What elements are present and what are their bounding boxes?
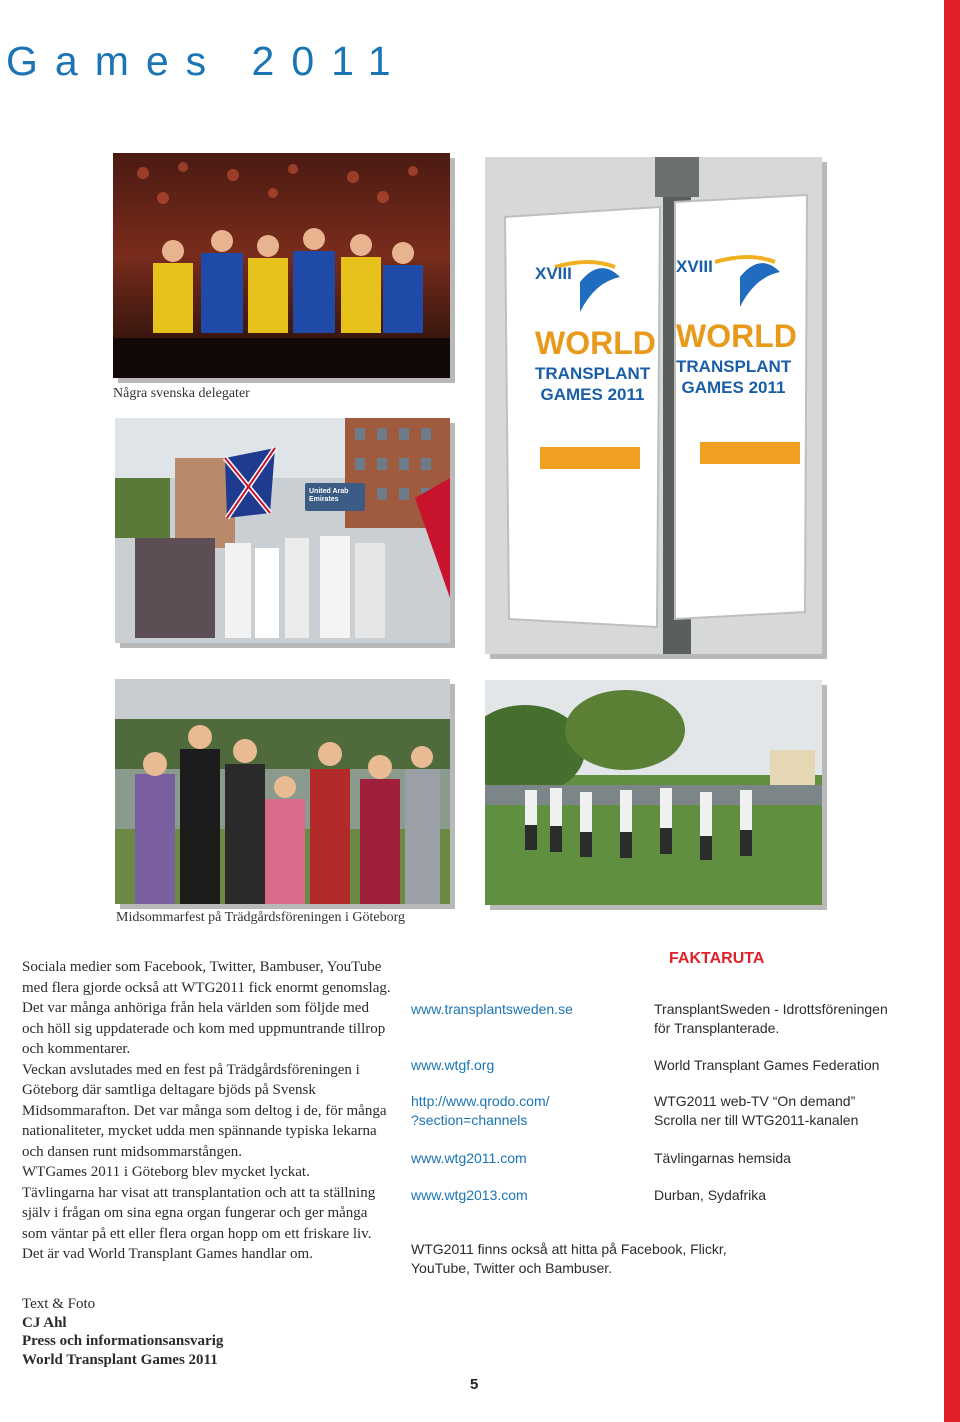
desc-line: för Transplanterade. xyxy=(654,1019,780,1036)
banner-left-line2: TRANSPLANT xyxy=(535,364,651,383)
credits-text-photo: Text & Foto xyxy=(22,1296,96,1312)
desc-line: WTG2011 web-TV “On demand” xyxy=(654,1093,856,1109)
banner-left-roman: XVIII xyxy=(535,264,572,283)
banner-left-text xyxy=(535,264,656,427)
banner-left-line1: WORLD xyxy=(535,325,656,361)
article-paragraph: Sociala medier som Facebook, Twitter, Bambuser, YouTube med flera gjorde också att WTG2011 fick enormt genomslag. Det var många anhöriga från hela världen som följde med och höll sig uppdaterade och kom med uppmuntrande tillrop och kommentarer. xyxy=(22,959,391,1057)
banner-right-line3: GAMES 2011 xyxy=(681,378,786,397)
link-qrodo-line2[interactable]: ?section=channels xyxy=(411,1111,528,1128)
link-qrodo[interactable] xyxy=(411,1092,550,1129)
article-paragraph: WTGames 2011 i Göteborg blev mycket lyckat. xyxy=(22,1164,310,1180)
link-wtg2013[interactable]: www.wtg2013.com xyxy=(411,1187,528,1203)
banner-right-text xyxy=(676,257,797,420)
link-qrodo-line1[interactable]: http://www.qrodo.com/ xyxy=(411,1093,550,1109)
credits xyxy=(22,1295,223,1369)
banner-right-roman: XVIII xyxy=(676,257,713,276)
photo-parade xyxy=(115,418,450,643)
desc-wtg2013: Durban, Sydafrika xyxy=(654,1187,767,1203)
desc-line: Scrolla ner till WTG2011-kanalen xyxy=(654,1111,859,1128)
desc-wtgf: World Transplant Games Federation xyxy=(654,1057,880,1073)
article-paragraph: Tävlingarna har visat att transplantation och att ta ställning själv i frågan om sina egna organ fungerar och ger många som väntar på ett eller flera organ hopp om ett friskare liv. xyxy=(22,1184,376,1242)
desc-transplantsweden xyxy=(654,1000,924,1037)
credits-organization: World Transplant Games 2011 xyxy=(22,1351,218,1368)
banner-right-city: GÖTEBORG xyxy=(704,409,763,420)
article-paragraph: Det är vad World Transplant Games handlar om. xyxy=(22,1246,313,1262)
banner-left-city: GÖTEBORG xyxy=(563,416,622,427)
link-wtgf[interactable]: www.wtgf.org xyxy=(411,1057,495,1073)
page-number: 5 xyxy=(470,1376,479,1393)
photo-swedish-delegates xyxy=(113,153,450,378)
credits-author: CJ Ahl xyxy=(22,1314,67,1331)
caption-midsommar: Midsommarfest på Trädgårdsföreningen i Göteborg xyxy=(116,910,406,925)
photo-dance xyxy=(485,680,822,905)
desc-wtg2011: Tävlingarnas hemsida xyxy=(654,1150,791,1166)
desc-line: TransplantSweden - Idrottsföreningen xyxy=(654,1001,888,1017)
faktaruta-title: FAKTARUTA xyxy=(669,950,765,967)
banner-right-line1: WORLD xyxy=(676,318,797,354)
credits-role: Press och informationsansvarig xyxy=(22,1333,224,1349)
desc-qrodo xyxy=(654,1092,924,1129)
banner-right-line2: TRANSPLANT xyxy=(676,357,792,376)
parade-sign-text: United Arab Emirates xyxy=(309,488,349,503)
social-media-note: WTG2011 finns också att hitta på Facebook, Flickr, YouTube, Twitter och Bambuser. xyxy=(411,1241,727,1276)
article-paragraph: Veckan avslutades med en fest på Trädgårdsföreningen i Göteborg där samtliga deltagare bjöds på Svensk Midsommarafton. Det var många som deltog i de, för många nationaliteter, mycket udda men spännande typiska lekarna och dansen runt midsommarstången. xyxy=(22,1061,387,1160)
article-body xyxy=(22,957,392,1265)
link-transplantsweden[interactable]: www.transplantsweden.se xyxy=(411,1001,573,1017)
red-edge-bar xyxy=(944,0,960,1422)
link-wtg2011[interactable]: www.wtg2011.com xyxy=(411,1150,527,1166)
photo-costumes xyxy=(115,679,450,904)
page-title: Games 2011 xyxy=(6,38,408,84)
caption-delegates: Några svenska delegater xyxy=(113,386,250,401)
banner-left-line3: GAMES 2011 xyxy=(540,385,645,404)
